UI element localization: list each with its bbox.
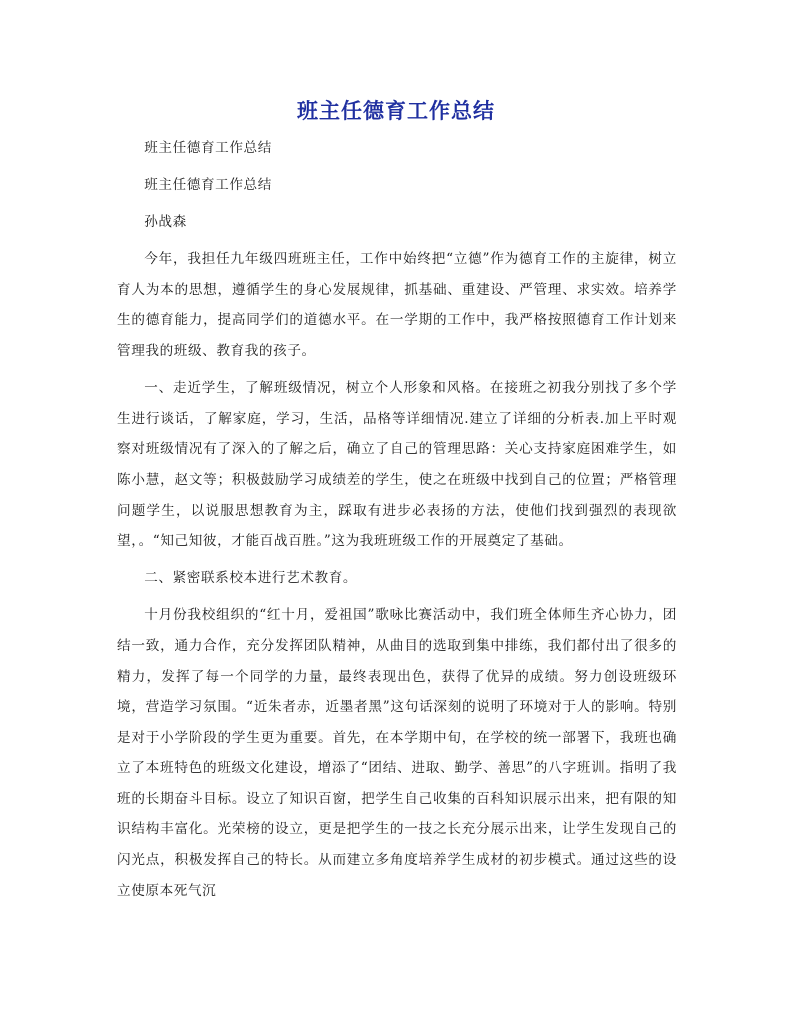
document-title: 班主任德育工作总结 xyxy=(297,99,495,123)
author-name: 孙战森 xyxy=(144,214,187,231)
paragraph-section-one: 一、走近学生，了解班级情况，树立个人形象和风格。在接班之初我分别找了多个学生进行谈话，了解家庭，学习，生活，品格等详细情况.建立了详细的分析表.加上平时观察对班级情况有了深入的了解之后，确立了自己的管理思路：关心支持家庭困难学生，如陈小慧，赵文等；积极鼓励学习成绩差的学生，使之在班级中找到自己的位置；严格管理问题学生，以说服思想教育为主，踩取有进步必表扬的方法，使他们找到强烈的表现欲望，。“知己知彼，才能百战百胜。”这为我班班级工作的开展奠定了基础。 xyxy=(117,380,677,550)
document-body xyxy=(117,133,677,913)
subtitle-line: 班主任德育工作总结 xyxy=(144,177,272,194)
paragraph-intro: 今年，我担任九年级四班班主任，工作中始终把“立德”作为德育工作的主旋律，树立育人为本的思想，遵循学生的身心发展规律，抓基础、重建设、严管理、求实效。培养学生的德育能力，提高同学们的道德水平。在一学期的工作中，我严格按照德育工作计划来管理我的班级、教育我的孩子。 xyxy=(117,251,677,360)
subtitle-line: 班主任德育工作总结 xyxy=(144,140,272,156)
paragraph-section-two: 十月份我校组织的“红十月，爱祖国”歌咏比赛活动中，我们班全体师生齐心协力，团结一致，通力合作，充分发挥团队精神，从曲目的选取到集中排练，我们都付出了很多的精力，发挥了每一个同学的力量，最终表现出色，获得了优异的成绩。努力创设班级环境，营造学习氛围。“近朱者赤，近墨者黑”这句话深刻的说明了环境对于人的影响。特别是对于小学阶段的学生更为重要。首先，在本学期中旬，在学校的统一部署下，我班也确立了本班特色的班级文化建设，增添了“团结、进取、勤学、善思”的八字班训。指明了我班的长期奋斗目标。设立了知识百窗，把学生自己收集的百科知识展示出来，把有限的知识结构丰富化。光荣榜的设立，更是把学生的一技之长充分展示出来，让学生发现自己的闪光点，积极发挥自己的特长。从而建立多角度培养学生成材的初步模式。通过这些的设立使原本死气沉 xyxy=(117,607,677,899)
section-heading-two: 二、紧密联系校本进行艺术教育。 xyxy=(144,570,358,587)
